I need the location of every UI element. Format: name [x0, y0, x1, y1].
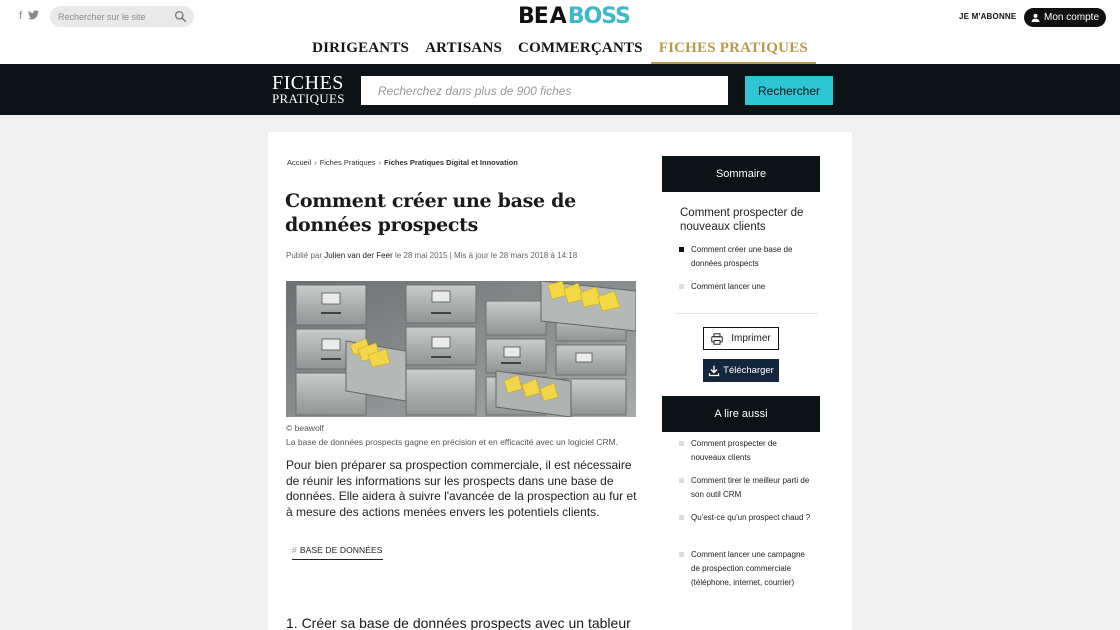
related-article-label: Comment lancer une campagne de prospection commerciale (téléphone, internet, courrier)	[691, 550, 805, 587]
download-button[interactable]	[703, 359, 779, 382]
related-article[interactable]	[691, 511, 811, 525]
user-icon	[1031, 13, 1040, 22]
logo-part-boss: BOSS	[567, 4, 630, 29]
breadcrumb-separator: ›	[314, 158, 317, 167]
related-article[interactable]	[691, 548, 811, 590]
article-hero-image	[286, 281, 636, 417]
toc-item-label: Comment créer une base de données prospects	[691, 245, 793, 268]
main-nav	[0, 38, 1120, 64]
bullet-square-icon	[679, 247, 684, 252]
fiches-search-input[interactable]	[361, 76, 728, 105]
meta-author[interactable]: Julien van der Feer	[324, 251, 393, 260]
facebook-icon[interactable]: f	[19, 10, 23, 22]
logo-part-be: BE	[518, 4, 548, 29]
article-tag[interactable]	[292, 545, 383, 560]
breadcrumb-fiches[interactable]: Fiches Pratiques	[319, 158, 376, 167]
sommaire-header: Sommaire	[662, 156, 820, 192]
breadcrumb-home[interactable]: Accueil	[287, 158, 312, 167]
related-article-label: Comment prospecter de nouveaux clients	[691, 439, 777, 462]
a-lire-aussi-header: A lire aussi	[662, 396, 820, 432]
bullet-square-icon	[679, 441, 684, 446]
fiches-search-button[interactable]: Rechercher	[745, 76, 833, 105]
print-button[interactable]	[703, 327, 779, 350]
tag-label: BASE DE DONNÉES	[299, 545, 383, 555]
article-meta	[286, 251, 577, 260]
nav-commercants[interactable]: COMMERÇANTS	[518, 40, 643, 56]
subscribe-link[interactable]: JE M'ABONNE	[959, 12, 1017, 21]
toc-item[interactable]	[691, 243, 811, 271]
breadcrumb-separator: ›	[378, 158, 382, 167]
toc-item[interactable]	[691, 280, 811, 294]
bullet-square-icon	[679, 552, 684, 557]
search-icon[interactable]	[174, 10, 187, 23]
fiches-search-band	[0, 64, 1120, 115]
fiches-logo-line1: FICHES	[272, 72, 344, 94]
account-label: Mon compte	[1043, 12, 1100, 23]
site-logo[interactable]	[518, 4, 630, 28]
download-icon	[708, 365, 720, 377]
twitter-icon[interactable]	[28, 10, 39, 23]
site-search-input[interactable]	[58, 8, 168, 25]
bullet-square-icon	[679, 515, 684, 520]
download-label: Télécharger	[723, 365, 774, 376]
site-header	[0, 0, 1120, 64]
toc-item-label: Comment lancer une	[691, 282, 766, 291]
tag-hash: #	[292, 545, 297, 555]
filing-cabinet-illustration	[286, 281, 636, 417]
article-title: Comment créer une base de données prospects	[285, 190, 576, 236]
image-credit: © beawolf	[286, 423, 324, 433]
nav-artisans[interactable]: ARTISANS	[425, 40, 503, 56]
fiches-pratiques-logo[interactable]	[272, 73, 345, 105]
print-label: Imprimer	[731, 333, 771, 344]
fiches-logo-line2: PRATIQUES	[272, 91, 345, 106]
social-links	[19, 10, 39, 23]
related-article[interactable]	[691, 474, 811, 502]
account-button[interactable]	[1024, 8, 1106, 27]
breadcrumb-current[interactable]: Fiches Pratiques Digital et Innovation	[384, 158, 518, 167]
section-heading: 1. Créer sa base de données prospects avec un tableur	[286, 615, 631, 630]
related-article-label: Qu'est-ce qu'un prospect chaud ?	[691, 513, 811, 522]
meta-prefix: Publié par	[286, 251, 323, 260]
bullet-square-icon	[679, 478, 684, 483]
site-search	[50, 6, 194, 27]
sidebar-divider	[675, 313, 818, 314]
article-intro: Pour bien préparer sa prospection commerciale, il est nécessaire de réunir les informations sur les prospects dans une base de données. Elle aidera à suivre l'avancée de la prospection au fur et à mesure des actions menées envers les potentiels clients.	[286, 458, 637, 519]
related-article-label: Comment tirer le meilleur parti de son outil CRM	[691, 476, 810, 499]
image-caption: La base de données prospects gagne en précision et en efficacité avec un logiciel CRM.	[286, 437, 619, 447]
nav-dirigeants[interactable]: DIRIGEANTS	[312, 40, 410, 56]
nav-fiches-pratiques[interactable]: FICHES PRATIQUES	[651, 38, 816, 64]
sommaire-section-title[interactable]: Comment prospecter de nouveaux clients	[680, 207, 804, 233]
logo-part-a: A	[549, 4, 566, 29]
bullet-square-icon	[679, 284, 684, 289]
meta-dates: le 28 mai 2015 | Mis à jour le 28 mars 2018 à 14:18	[394, 251, 578, 260]
related-article[interactable]	[691, 437, 811, 465]
printer-icon	[711, 333, 723, 345]
breadcrumb	[287, 158, 518, 167]
